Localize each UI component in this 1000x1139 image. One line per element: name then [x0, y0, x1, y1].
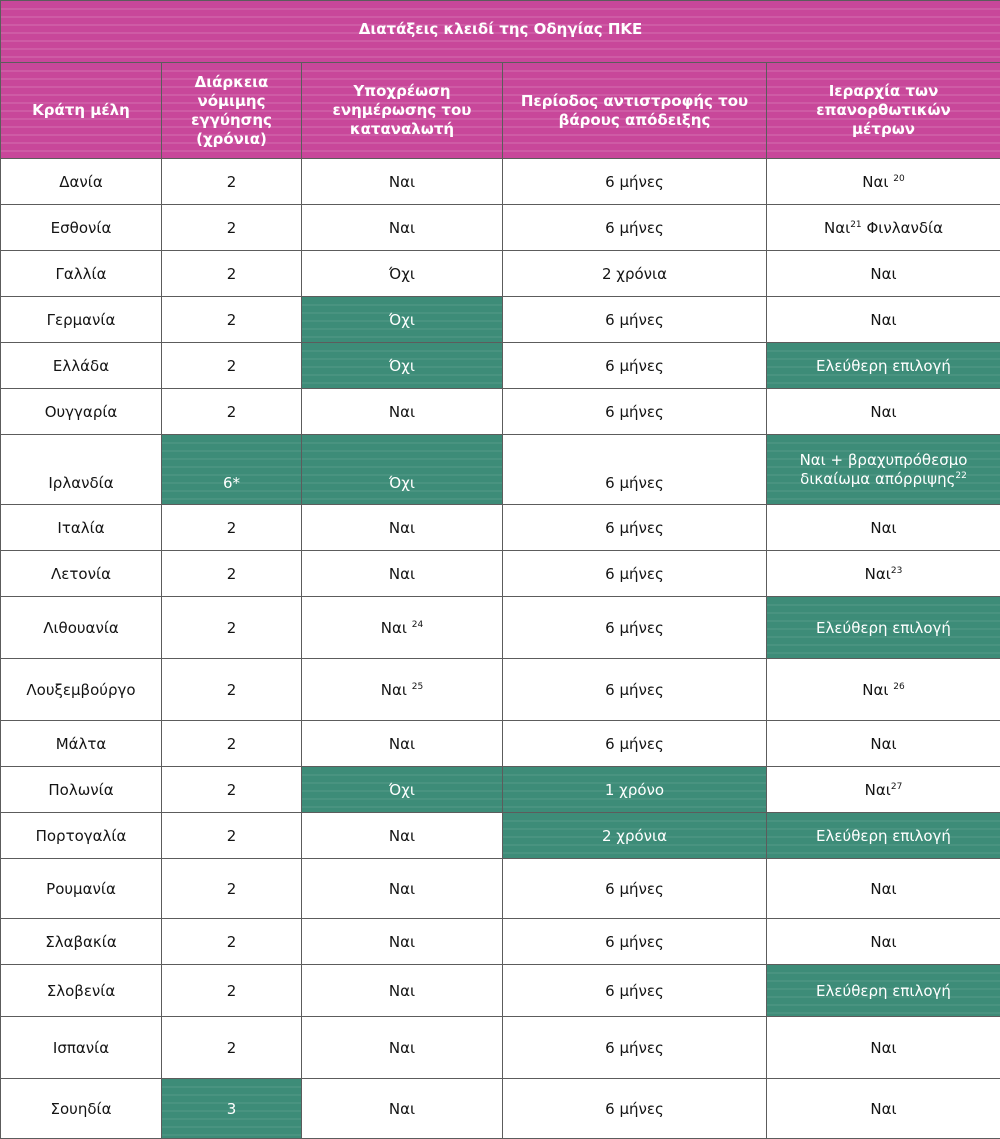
footnote-ref: 23 [890, 565, 903, 576]
footnote-ref: 21 [850, 219, 862, 230]
burden-cell: 6 μήνες [503, 505, 767, 551]
duration-cell: 2 [162, 919, 302, 965]
footnote-ref: 25 [411, 681, 424, 692]
notification-cell: Ναι [302, 859, 503, 919]
country-cell: Ιρλανδία [1, 435, 162, 505]
footnote-ref: 26 [893, 681, 905, 692]
table-row [1, 965, 1000, 1017]
hierarchy-cell: Ναι$^{23}$ [767, 551, 1000, 597]
table-row [1, 721, 1000, 767]
duration-cell: 2 [162, 813, 302, 859]
country-cell: Σουηδία [1, 1079, 162, 1139]
country-cell: Σλαβακία [1, 919, 162, 965]
country-cell: Δανία [1, 159, 162, 205]
header-remedy-hierarchy: Ιεραρχία των επανορθωτικών μέτρων [767, 63, 1000, 159]
table-row [1, 919, 1000, 965]
footnote-ref: 22 [955, 470, 967, 481]
table-title: Διατάξεις κλειδί της Οδηγίας ΠΚΕ [1, 1, 1000, 63]
notification-cell: Όχι [302, 767, 503, 813]
hierarchy-cell: Ναι [767, 389, 1000, 435]
duration-cell: 2 [162, 859, 302, 919]
duration-cell: 3 [162, 1079, 302, 1139]
table-row [1, 251, 1000, 297]
country-cell: Ουγγαρία [1, 389, 162, 435]
hierarchy-cell: Ναι + βραχυπρόθεσμο δικαίωμα απόρριψης$^{22}$ [767, 435, 1000, 505]
table-row [1, 597, 1000, 659]
duration-cell: 2 [162, 597, 302, 659]
notification-cell: Ναι [302, 205, 503, 251]
country-cell: Σλοβενία [1, 965, 162, 1017]
table-row [1, 343, 1000, 389]
header-guarantee-duration: Διάρκεια νόμιμης εγγύησης (χρόνια) [162, 63, 302, 159]
duration-cell: 2 [162, 767, 302, 813]
table-row [1, 859, 1000, 919]
notification-cell: Ναι $^{24}$ [302, 597, 503, 659]
table-header-row [1, 63, 1000, 159]
country-cell: Ελλάδα [1, 343, 162, 389]
burden-cell: 6 μήνες [503, 859, 767, 919]
table-row [1, 1017, 1000, 1079]
table-row [1, 659, 1000, 721]
duration-cell: 2 [162, 205, 302, 251]
header-member-states: Κράτη μέλη [1, 63, 162, 159]
burden-cell: 2 χρόνια [503, 813, 767, 859]
notification-cell: Ναι [302, 159, 503, 205]
hierarchy-cell: Ελεύθερη επιλογή [767, 965, 1000, 1017]
hierarchy-cell: Ελεύθερη επιλογή [767, 597, 1000, 659]
notification-cell: Όχι [302, 251, 503, 297]
hierarchy-cell: Ναι [767, 1079, 1000, 1139]
burden-cell: 2 χρόνια [503, 251, 767, 297]
hierarchy-cell: Ελεύθερη επιλογή [767, 813, 1000, 859]
notification-cell: Ναι $^{25}$ [302, 659, 503, 721]
footnote-ref: 27 [890, 781, 903, 792]
burden-cell: 6 μήνες [503, 919, 767, 965]
country-cell: Λιθουανία [1, 597, 162, 659]
table-row [1, 813, 1000, 859]
hierarchy-cell: Ναι [767, 297, 1000, 343]
burden-cell: 6 μήνες [503, 159, 767, 205]
notification-cell: Ναι [302, 389, 503, 435]
table-row [1, 159, 1000, 205]
table-row [1, 551, 1000, 597]
burden-cell: 6 μήνες [503, 721, 767, 767]
notification-cell: Ναι [302, 813, 503, 859]
burden-cell: 6 μήνες [503, 597, 767, 659]
header-consumer-notification: Υποχρέωση ενημέρωσης του καταναλωτή [302, 63, 503, 159]
hierarchy-cell: Ναι [767, 859, 1000, 919]
country-cell: Πορτογαλία [1, 813, 162, 859]
country-cell: Ρουμανία [1, 859, 162, 919]
burden-cell: 6 μήνες [503, 965, 767, 1017]
burden-cell: 6 μήνες [503, 343, 767, 389]
burden-cell: 6 μήνες [503, 435, 767, 505]
hierarchy-cell: Ναι$^{21}$ Φινλανδία [767, 205, 1000, 251]
burden-cell: 6 μήνες [503, 297, 767, 343]
burden-cell: 6 μήνες [503, 551, 767, 597]
notification-cell: Ναι [302, 505, 503, 551]
burden-cell: 6 μήνες [503, 1017, 767, 1079]
country-cell: Λετονία [1, 551, 162, 597]
country-cell: Εσθονία [1, 205, 162, 251]
duration-cell: 2 [162, 251, 302, 297]
table-title-row [1, 1, 1000, 63]
duration-cell: 2 [162, 505, 302, 551]
table-row [1, 1079, 1000, 1139]
table-row [1, 767, 1000, 813]
footnote-ref: 24 [411, 619, 424, 630]
table-row [1, 505, 1000, 551]
hierarchy-cell: Ελεύθερη επιλογή [767, 343, 1000, 389]
country-cell: Ισπανία [1, 1017, 162, 1079]
duration-cell: 2 [162, 159, 302, 205]
burden-cell: 6 μήνες [503, 389, 767, 435]
duration-cell: 6* [162, 435, 302, 505]
duration-cell: 2 [162, 659, 302, 721]
table-row [1, 205, 1000, 251]
hierarchy-cell: Ναι $^{20}$ [767, 159, 1000, 205]
table-row [1, 389, 1000, 435]
hierarchy-cell: Ναι$^{27}$ [767, 767, 1000, 813]
duration-cell: 2 [162, 297, 302, 343]
notification-cell: Ναι [302, 919, 503, 965]
notification-cell: Ναι [302, 1017, 503, 1079]
burden-cell: 6 μήνες [503, 1079, 767, 1139]
table-row [1, 297, 1000, 343]
hierarchy-cell: Ναι [767, 721, 1000, 767]
hierarchy-cell: Ναι [767, 1017, 1000, 1079]
footnote-ref: 20 [893, 173, 905, 184]
hierarchy-cell: Ναι [767, 251, 1000, 297]
hierarchy-cell: Ναι [767, 919, 1000, 965]
notification-cell: Ναι [302, 965, 503, 1017]
duration-cell: 2 [162, 721, 302, 767]
country-cell: Ιταλία [1, 505, 162, 551]
country-cell: Λουξεμβούργο [1, 659, 162, 721]
notification-cell: Όχι [302, 435, 503, 505]
notification-cell: Ναι [302, 1079, 503, 1139]
notification-cell: Όχι [302, 297, 503, 343]
burden-cell: 6 μήνες [503, 205, 767, 251]
duration-cell: 2 [162, 1017, 302, 1079]
country-cell: Γερμανία [1, 297, 162, 343]
notification-cell: Ναι [302, 721, 503, 767]
duration-cell: 2 [162, 965, 302, 1017]
duration-cell: 2 [162, 389, 302, 435]
hierarchy-cell: Ναι $^{26}$ [767, 659, 1000, 721]
table-row [1, 435, 1000, 505]
header-burden-of-proof: Περίοδος αντιστροφής του βάρους απόδειξης [503, 63, 767, 159]
country-cell: Γαλλία [1, 251, 162, 297]
country-cell: Πολωνία [1, 767, 162, 813]
duration-cell: 2 [162, 551, 302, 597]
notification-cell: Όχι [302, 343, 503, 389]
burden-cell: 1 χρόνο [503, 767, 767, 813]
hierarchy-cell: Ναι [767, 505, 1000, 551]
duration-cell: 2 [162, 343, 302, 389]
country-cell: Μάλτα [1, 721, 162, 767]
burden-cell: 6 μήνες [503, 659, 767, 721]
notification-cell: Ναι [302, 551, 503, 597]
